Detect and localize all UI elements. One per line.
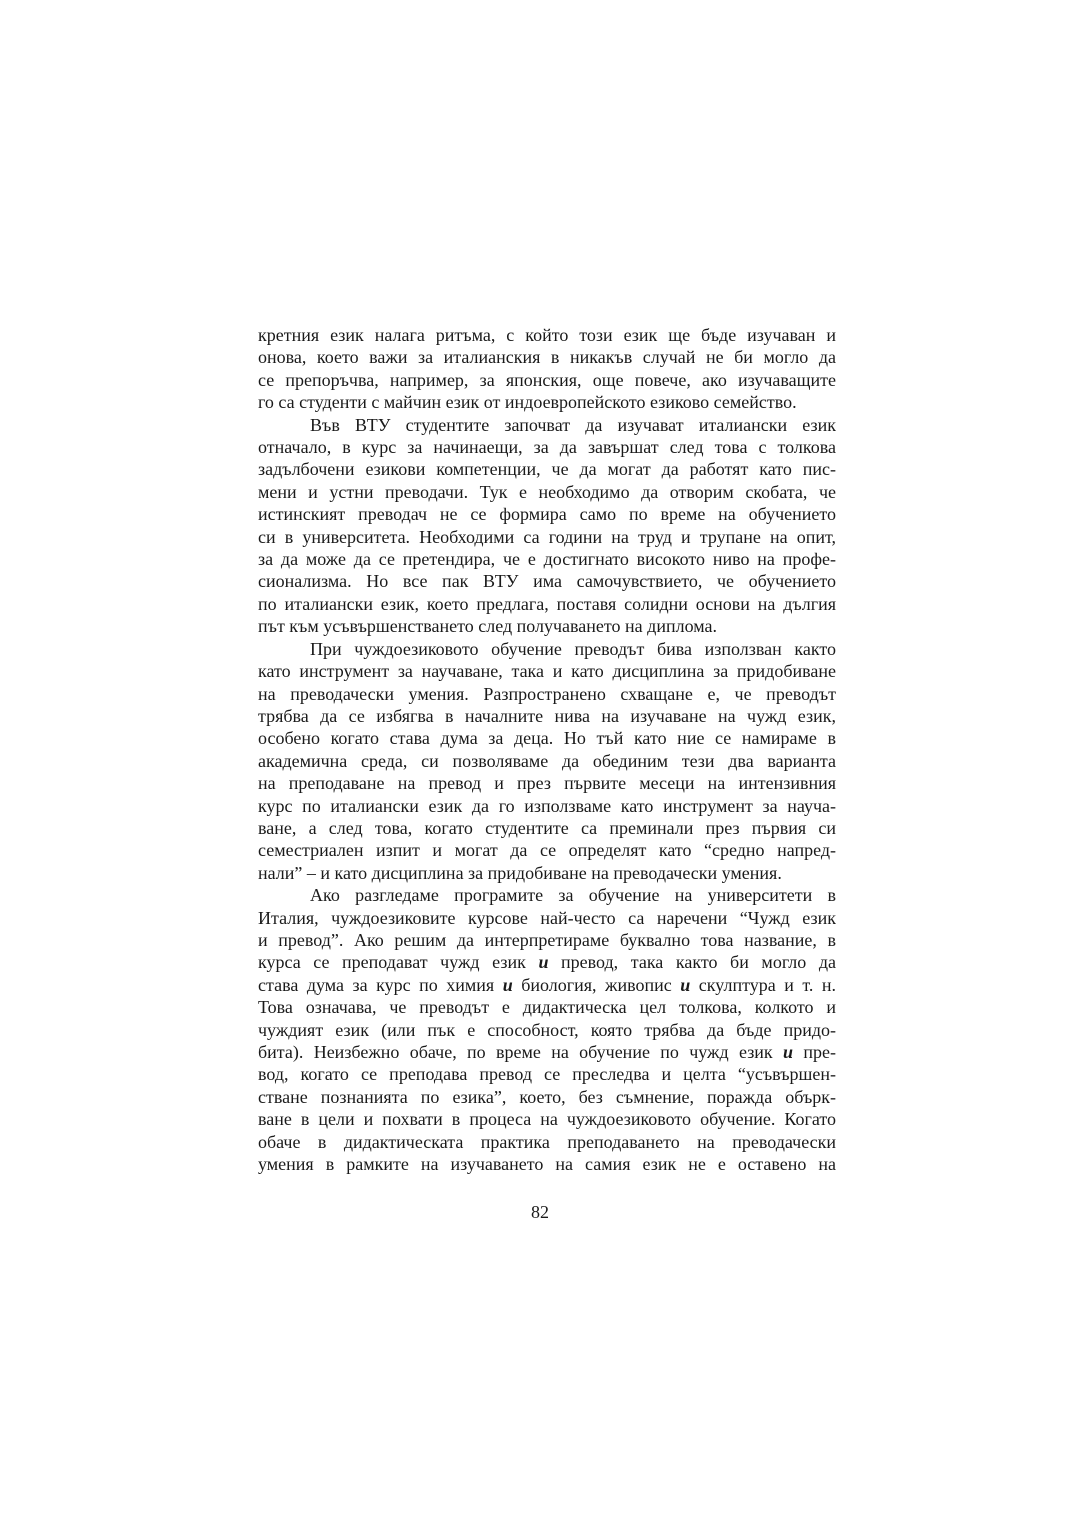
text-line: ване в цели и похвати в процеса на чуждоезиковото обучение. Когато	[258, 1109, 836, 1130]
text-line: сионализма. Но все пак ВТУ има самочувствието, че обучението	[258, 571, 836, 592]
text-line: академична среда, си позволяваме да обединим тези два варианта	[258, 750, 836, 771]
text-line: нали” – и като дисциплина за придобиване на преводачески умения.	[258, 862, 782, 883]
text-line: за да може да се претендира, че е достигнато високото ниво на профе-	[258, 549, 836, 570]
text-line: като инструмент за научаване, така и като дисциплина за придобиване	[258, 661, 836, 682]
text-line: мени и устни преводачи. Тук е необходимо да отворим скобата, че	[258, 481, 836, 502]
text-line: семестриален изпит и могат да се определят като “средно напред-	[258, 840, 836, 861]
text-line: път към усъвършенстването след получаването на диплома.	[258, 616, 717, 637]
emphasis: и	[680, 974, 691, 995]
text-line: на преподаване на превод и през първите месеци на интензивния	[258, 773, 836, 794]
text-line: Италия, чуждоезиковите курсове най-често са наречени “Чужд език	[258, 907, 836, 928]
text-line: трябва да се избягва в началните нива на изучаване на чужд език,	[258, 705, 836, 726]
text-line: кретния език налага ритъма, с който този език ще бъде изучаван и	[258, 325, 836, 345]
emphasis: и	[502, 974, 513, 995]
text-line: курс по италиански език да го използваме като инструмент за научa-	[258, 795, 836, 816]
text-line: особено когато става дума за деца. Но тъй като ние се намираме в	[258, 728, 836, 749]
text-line: ване, а след това, когато студентите са преминали през първия си	[258, 817, 836, 838]
text-line: вод, когато се преподава превод се преследва и целта “усъвършен-	[258, 1064, 836, 1085]
text-line: чуждият език (или пък е способност, която трябва да бъде придо-	[258, 1019, 836, 1040]
text-line: и превод”. Ако решим да интерпретираме буквално това название, в	[258, 929, 836, 950]
text-line: Това означава, че преводът е дидактическа цел толкова, колкото и	[258, 997, 836, 1018]
text-line: умения в рамките на изучаването на самия език не е оставено на	[258, 1154, 836, 1175]
emphasis: и	[538, 952, 549, 973]
text-line: се препоръчва, например, за японския, още повече, ако изучаващите	[258, 369, 836, 390]
text-line: отначало, в курс за начинаещи, за да завършат след това с толкова	[258, 437, 836, 458]
text-line: го са студенти с майчин език от индоевропейското езиково семейство.	[258, 392, 797, 413]
text-line: задълбочени езикови компетенции, че да могат да работят като пис-	[258, 459, 836, 480]
text-line: При чуждоезиковото обучение преводът бива използван както	[310, 638, 836, 659]
emphasis: и	[783, 1042, 794, 1062]
text-line: Във ВТУ студентите започват да изучават италиански език	[310, 414, 836, 435]
text-line: си в университета. Необходими са години на труд и трупане на опит,	[258, 526, 836, 547]
text-line: онова, което важи за италианския в никакъв случай не би могло да	[258, 347, 836, 368]
text-line: става дума за курс по химия и биология, живопис и скулптура и т. н.	[258, 974, 837, 995]
text-line: на преводачески умения. Разпространено схващане е, че преводът	[258, 683, 836, 704]
text-line: обаче в дидактическата практика преподаването на преводачески	[258, 1131, 836, 1152]
text-line: курса се преподават чужд език и превод, така както би могло да	[258, 952, 836, 973]
text-line: стване познанията по езика”, което, без съмнение, поражда обърк-	[258, 1086, 836, 1107]
text-line: истинският преводач не се формира само по време на обучението	[258, 504, 836, 525]
text-line: Ако разгледаме програмите за обучение на университети в	[310, 885, 836, 906]
text-line: по италиански език, което предлага, поставя солидни основи на дългия	[258, 593, 836, 614]
text-line: бита). Неизбежно обаче, по време на обучение по чужд език и пре-	[258, 1042, 836, 1062]
body-text	[258, 324, 836, 1175]
page-number: 82	[531, 1202, 549, 1222]
